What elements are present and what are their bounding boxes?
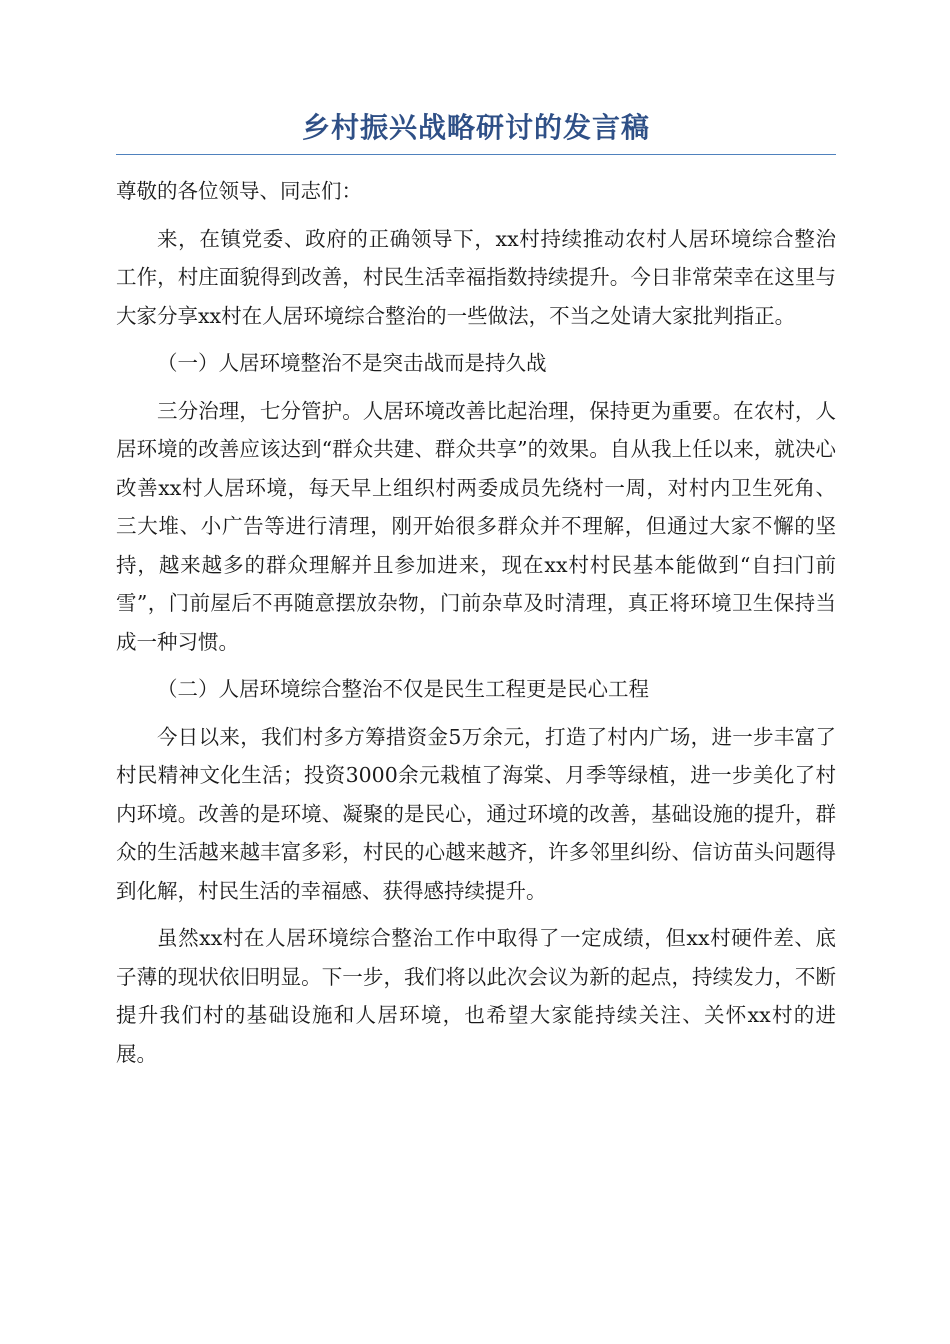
document-title: 乡村振兴战略研讨的发言稿 (301, 111, 650, 144)
paragraph-intro: 来，在镇党委、政府的正确领导下，xx村持续推动农村人居环境综合整治工作，村庄面貌得到改善，村民生活幸福指数持续提升。今日非常荣幸在这里与大家分享xx村在人居环境综合整治的一些做法，不当之处请大家批判指正。 (116, 226, 836, 328)
paragraph-closing: 虽然xx村在人居环境综合整治工作中取得了一定成绩，但xx村硬件差、底子薄的现状依旧明显。下一步，我们将以此次会议为新的起点，持续发力，不断提升我们村的基础设施和人居环境，也希望大家能持续关注、关怀xx村的进展。 (116, 926, 836, 1066)
paragraph-section-1: 三分治理，七分管护。人居环境改善比起治理，保持更为重要。在农村，人居环境的改善应该达到“群众共建、群众共享”的效果。自从我上任以来，就决心改善xx村人居环境，每天早上组织村两委成员先绕村一周，对村内卫生死角、三大堆、小广告等进行清理，刚开始很多群众并不理解，但通过大家不懈的坚持，越来越多的群众理解并且参加进来，现在xx村村民基本能做到“自扫门前雪”，门前屋后不再随意摆放杂物，门前杂草及时清理，真正将环境卫生保持当成一种习惯。 (116, 398, 836, 654)
salutation: 尊敬的各位领导、同志们： (116, 179, 362, 203)
document-body (116, 172, 836, 1082)
section-heading-2: （二）人居环境综合整治不仅是民生工程更是民心工程 (157, 677, 649, 701)
paragraph-section-2: 今日以来，我们村多方筹措资金5万余元，打造了村内广场，进一步丰富了村民精神文化生活；投资3000余元栽植了海棠、月季等绿植，进一步美化了村内环境。改善的是环境、凝聚的是民心，通过环境的改善，基础设施的提升，群众的生活越来越丰富多彩，村民的心越来越齐，许多邻里纠纷、信访苗头问题得到化解，村民生活的幸福感、获得感持续提升。 (116, 724, 836, 903)
section-heading-1: （一）人居环境整治不是突击战而是持久战 (157, 351, 547, 375)
title-underline (116, 154, 836, 155)
